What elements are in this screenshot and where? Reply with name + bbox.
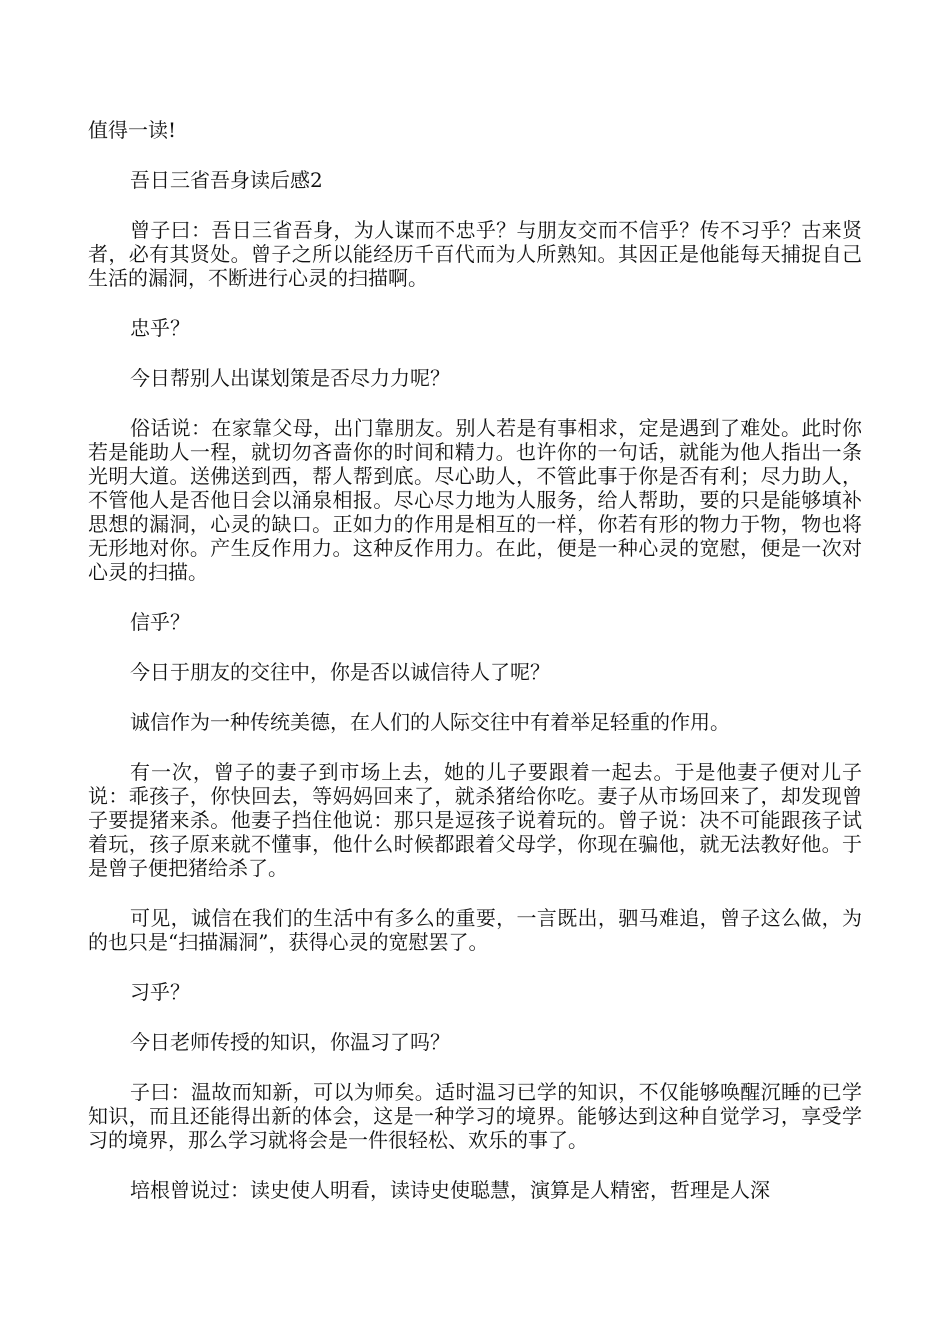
paragraph: 诚信作为一种传统美德，在人们的人际交往中有着举足轻重的作用。	[130, 710, 730, 734]
paragraph: 曾子曰：吾日三省吾身，为人谋而不忠乎？与朋友交而不信乎？传不习乎？古来贤者，必有其贤处。曾子之所以能经历千百代而为人所熟知。其因正是他能每天捕捉自己生活的漏洞，不断进行心灵的扫描啊。	[88, 218, 862, 290]
paragraph: 有一次，曾子的妻子到市场上去，她的儿子要跟着一起去。于是他妻子便对儿子说：乖孩子，你快回去，等妈妈回来了，就杀猪给你吃。妻子从市场回来了，却发现曾子要提猪来杀。他妻子挡住他说：那只是逗孩子说着玩的。曾子说：决不可能跟孩子试着玩，孩子原来就不懂事，他什么时候都跟着父母学，你现在骗他，就无法教好他。于是曾子便把猪给杀了。	[88, 760, 862, 880]
paragraph: 今日于朋友的交往中，你是否以诚信待人了呢？	[130, 660, 550, 684]
paragraph: 子曰：温故而知新，可以为师矣。适时温习已学的知识，不仅能够唤醒沉睡的已学知识，而且还能得出新的体会，这是一种学习的境界。能够达到这种自觉学习，享受学习的境界，那么学习就将会是一件很轻松、欢乐的事了。	[88, 1080, 862, 1152]
section-heading-loyalty: 忠乎？	[130, 316, 190, 340]
paragraph-truncated: 培根曾说过：读史使人明看，读诗史使聪慧，演算是人精密，哲理是人深	[130, 1178, 770, 1202]
document-body	[88, 118, 862, 1228]
paragraph: 今日帮别人出谋划策是否尽力力呢？	[130, 366, 450, 390]
closing-line: 值得一读!	[88, 118, 177, 142]
section-heading-trust: 信乎？	[130, 610, 190, 634]
paragraph: 今日老师传授的知识，你温习了吗？	[130, 1030, 450, 1054]
paragraph: 俗话说：在家靠父母，出门靠朋友。别人若是有事相求，定是遇到了难处。此时你若是能助人一程，就切勿吝啬你的时间和精力。也许你的一句话，就能为他人指出一条光明大道。送佛送到西，帮人帮到底。尽心助人，不管此事于你是否有利；尽力助人，不管他人是否他日会以涌泉相报。尽心尽力地为人服务，给人帮助，要的只是能够填补思想的漏洞，心灵的缺口。正如力的作用是相互的一样，你若有形的物力于物，物也将无形地对你。产生反作用力。这种反作用力。在此，便是一种心灵的宽慰，便是一次对心灵的扫描。	[88, 416, 862, 584]
paragraph: 可见，诚信在我们的生活中有多么的重要，一言既出，驷马难追，曾子这么做，为的也只是“扫描漏洞”，获得心灵的宽慰罢了。	[88, 906, 862, 954]
essay-title: 吾日三省吾身读后感2	[130, 168, 323, 192]
section-heading-practice: 习乎？	[130, 980, 190, 1004]
